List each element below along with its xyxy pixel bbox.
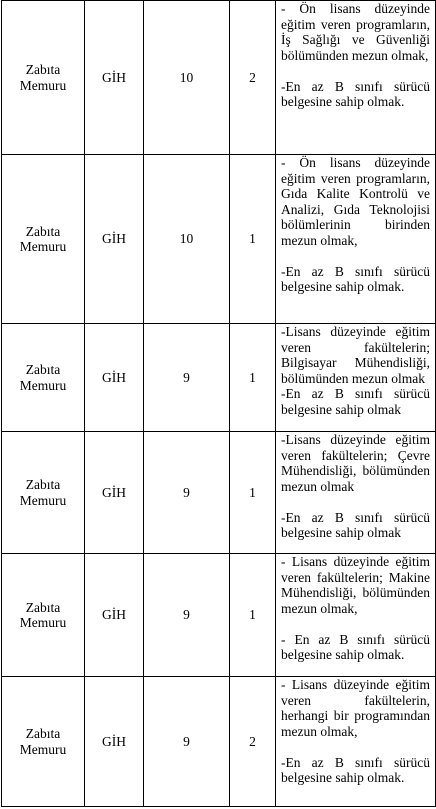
position-title: Zabıta Memuru xyxy=(2,677,85,807)
position-count: 1 xyxy=(230,324,276,432)
position-count: 2 xyxy=(230,677,276,807)
class-code: GİH xyxy=(85,1,144,155)
education-requirement: - Ön lisans düzeyinde eğitim veren programların, İş Sağlığı ve Güvenliği bölümünden mezun olmak, xyxy=(281,1,430,63)
grade: 9 xyxy=(144,324,230,432)
license-requirement: -En az B sınıfı sürücü belgesine sahip olmak. xyxy=(281,78,430,109)
class-code: GİH xyxy=(85,432,144,554)
positions-table xyxy=(1,0,436,807)
class-code: GİH xyxy=(85,554,144,677)
license-requirement: -En az B sınıfı sürücü belgesine sahip olmak. xyxy=(281,263,430,294)
requirements-cell xyxy=(276,324,436,432)
education-requirement: -Lisans düzeyinde eğitim veren fakültelerin; Çevre Mühendisliği, bölümünden mezun olmak xyxy=(281,432,430,494)
position-count: 1 xyxy=(230,155,276,324)
table-row xyxy=(2,155,436,324)
class-code: GİH xyxy=(85,677,144,807)
position-count: 2 xyxy=(230,1,276,155)
license-requirement: -En az B sınıfı sürücü belgesine sahip olmak xyxy=(281,509,430,540)
requirements-cell xyxy=(276,155,436,324)
requirements-cell xyxy=(276,432,436,554)
license-requirement: - En az B sınıfı sürücü belgesine sahip olmak. xyxy=(281,631,430,662)
class-code: GİH xyxy=(85,324,144,432)
table-row xyxy=(2,432,436,554)
position-title: Zabıta Memuru xyxy=(2,1,85,155)
position-title: Zabıta Memuru xyxy=(2,554,85,677)
table-row xyxy=(2,677,436,807)
table-row xyxy=(2,1,436,155)
education-requirement: -Lisans düzeyinde eğitim veren fakültelerin; Bilgisayar Mühendisliği, bölümünden mezun olmak xyxy=(281,324,430,386)
grade: 9 xyxy=(144,554,230,677)
requirements-cell xyxy=(276,554,436,677)
table-row xyxy=(2,324,436,432)
position-title: Zabıta Memuru xyxy=(2,432,85,554)
grade: 9 xyxy=(144,677,230,807)
education-requirement: - Lisans düzeyinde eğitim veren fakültelerin, herhangi bir programından mezun olmak, xyxy=(281,677,430,739)
grade: 10 xyxy=(144,1,230,155)
grade: 10 xyxy=(144,155,230,324)
position-count: 1 xyxy=(230,432,276,554)
requirements-cell xyxy=(276,677,436,807)
grade: 9 xyxy=(144,432,230,554)
requirements-cell xyxy=(276,1,436,155)
position-count: 1 xyxy=(230,554,276,677)
position-title: Zabıta Memuru xyxy=(2,155,85,324)
education-requirement: - Lisans düzeyinde eğitim veren fakültelerin; Makine Mühendisliği, bölümünden mezun olmak, xyxy=(281,554,430,616)
class-code: GİH xyxy=(85,155,144,324)
license-requirement: -En az B sınıfı sürücü belgesine sahip olmak xyxy=(281,386,430,417)
table-row xyxy=(2,554,436,677)
education-requirement: - Ön lisans düzeyinde eğitim veren programların, Gıda Kalite Kontrolü ve Analizi, Gıda Teknolojisi bölümlerinin birinden mezun olmak, xyxy=(281,155,430,248)
license-requirement: -En az B sınıfı sürücü belgesine sahip olmak. xyxy=(281,754,430,785)
position-title: Zabıta Memuru xyxy=(2,324,85,432)
